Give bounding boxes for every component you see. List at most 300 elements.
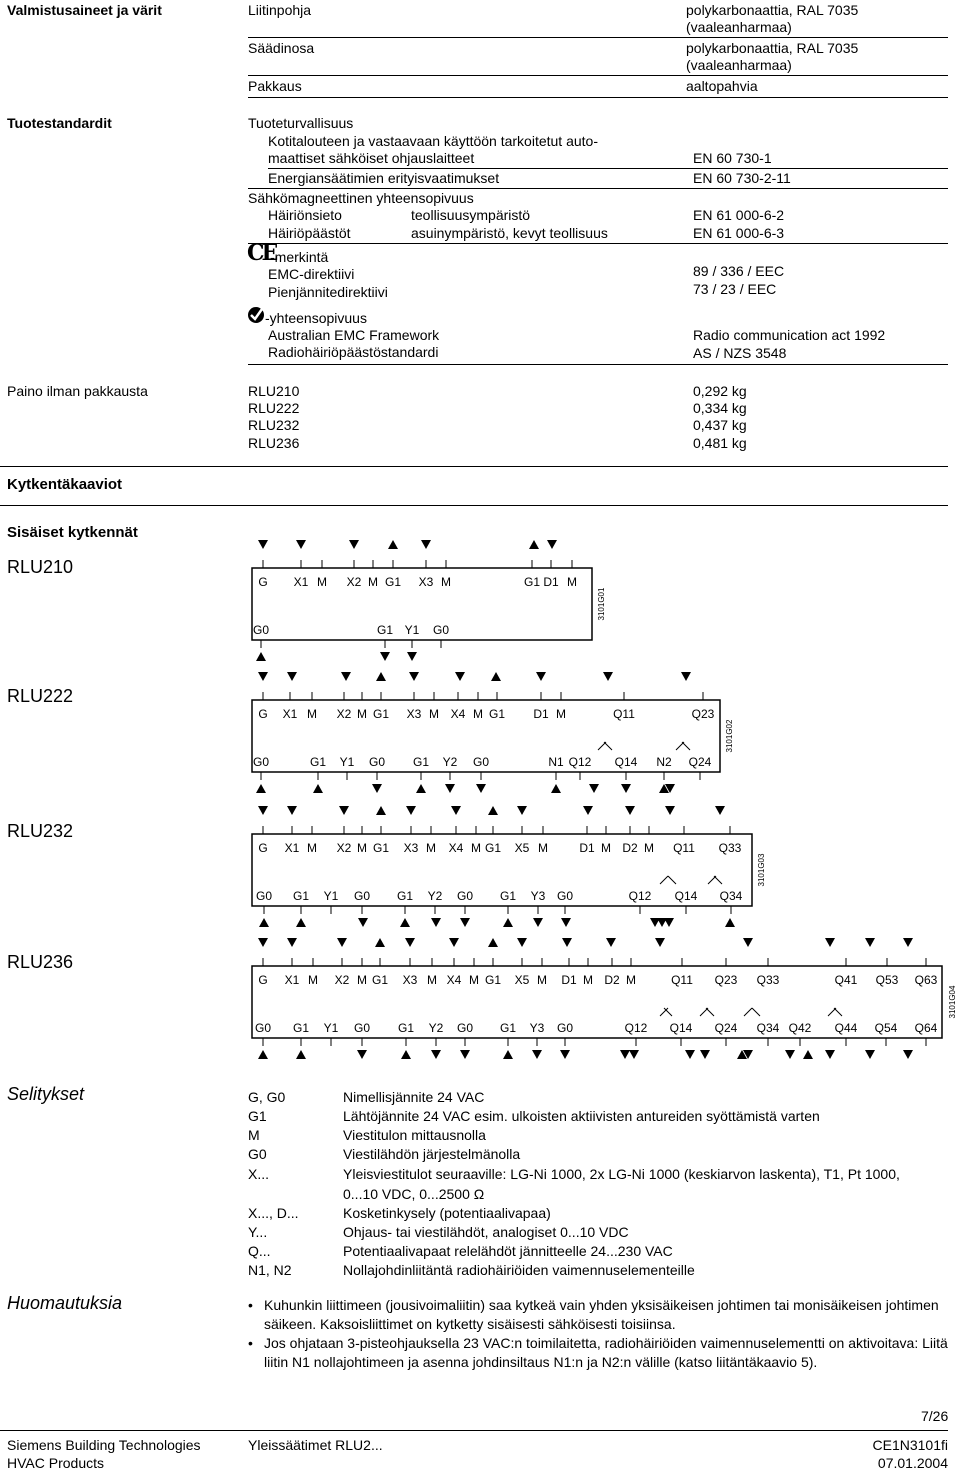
terminal-label: N1 xyxy=(548,755,564,769)
terminal-label: X2 xyxy=(336,841,352,855)
footer-division: HVAC Products xyxy=(7,1455,104,1471)
terminal-label: Q11 xyxy=(613,707,635,721)
arrow-down-icon xyxy=(339,806,349,815)
terminal-label: X1 xyxy=(293,575,309,589)
arrow-down-icon xyxy=(431,1050,441,1059)
arrow-up-icon xyxy=(259,918,269,927)
weight-value: 0,437 kg xyxy=(693,417,747,433)
arrow-down-icon xyxy=(825,938,835,947)
arrow-down-icon xyxy=(700,1050,710,1059)
terminal-label: D1 xyxy=(579,841,595,855)
terminal-label: M xyxy=(583,973,593,987)
terminal-label: X4 xyxy=(450,707,466,721)
legend-term: M xyxy=(248,1127,260,1143)
terminal-label: Q12 xyxy=(628,889,652,903)
note-item: • Jos ohjataan 3-pisteohjauksella 23 VAC:n toimilaitetta, radiohäiriöiden vaimennuselementti on aktivoitava: Liitä liitin N1 nollajohtimeen ja asenna johdinsiltaus N1:n ja N2:n välille (katso liitäntäkaavio 5). xyxy=(248,1334,948,1372)
terminal-label: M xyxy=(429,707,439,721)
materials-heading: Valmistusaineet ja värit xyxy=(7,2,162,18)
terminal-label: M xyxy=(368,575,378,589)
arrow-up-icon xyxy=(491,672,501,681)
notes-list xyxy=(248,1296,948,1372)
arrow-down-icon xyxy=(451,806,461,815)
arrow-down-icon xyxy=(621,784,631,793)
arrow-down-icon xyxy=(380,652,390,661)
lv-directive: Pienjännitedirektiivi xyxy=(268,284,388,300)
arrow-down-icon xyxy=(629,1050,639,1059)
arrow-down-icon xyxy=(349,540,359,549)
arrow-down-icon xyxy=(449,938,459,947)
arrow-down-icon xyxy=(358,918,368,927)
footer-company: Siemens Building Technologies xyxy=(7,1437,201,1453)
material-label-controller: Säädinosa xyxy=(248,40,315,56)
arrow-down-icon xyxy=(560,1050,570,1059)
divider xyxy=(248,243,948,244)
divider xyxy=(268,168,948,169)
section-divider xyxy=(0,505,948,506)
terminal-label: M xyxy=(626,973,636,987)
radio-std-label: Radiohäiriöpäästöstandardi xyxy=(268,344,439,360)
terminal-label: Q11 xyxy=(671,973,693,987)
ctick-label: -yhteensopivuus xyxy=(265,310,367,326)
arrow-down-icon xyxy=(405,938,415,947)
emission-env: asuinympäristö, kevyt teollisuus xyxy=(411,225,608,241)
emc-directive: EMC-direktiivi xyxy=(268,266,355,282)
terminal-label: G1 xyxy=(488,707,506,721)
relay-contact xyxy=(752,1008,760,1016)
terminal-label: Y1 xyxy=(339,755,355,769)
legend-desc: Potentiaalivapaat relelähdöt jännitteelle 24...230 VAC xyxy=(343,1243,673,1259)
legend-desc: Nollajohdinliitäntä radiohäiriöiden vaimennuselementeille xyxy=(343,1262,695,1278)
rlu236-label: RLU236 xyxy=(7,952,74,972)
terminal-label: Q63 xyxy=(914,973,938,987)
arrow-down-icon xyxy=(341,672,351,681)
terminal-label: D1 xyxy=(561,973,577,987)
arrow-down-icon xyxy=(561,918,571,927)
terminal-label: D2 xyxy=(604,973,620,987)
notes-heading: Huomautuksia xyxy=(7,1293,123,1313)
arrow-down-icon xyxy=(715,806,725,815)
arrow-up-icon xyxy=(400,918,410,927)
arrow-down-icon xyxy=(258,938,268,947)
legend-term: G, G0 xyxy=(248,1089,286,1105)
arrow-up-icon xyxy=(551,784,561,793)
emission-label: Häiriöpäästöt xyxy=(268,225,351,241)
terminal-label: Q34 xyxy=(719,889,743,903)
arrow-down-icon xyxy=(258,672,268,681)
terminal-label: Y2 xyxy=(442,755,458,769)
lv-directive-std: 73 / 23 / EEC xyxy=(693,281,777,297)
terminal-label: M xyxy=(556,707,566,721)
arrow-up-icon xyxy=(725,918,735,927)
terminal-label: X1 xyxy=(282,707,298,721)
energy-req: Energiansäätimien erityisvaatimukset xyxy=(268,170,500,186)
terminal-label: M xyxy=(567,575,577,589)
rlu232-wiring-diagram xyxy=(0,806,960,936)
relay-contact xyxy=(668,876,676,884)
relay-contact xyxy=(682,742,690,750)
arrow-down-icon xyxy=(533,918,543,927)
arrow-up-icon xyxy=(258,1050,268,1059)
terminal-label: X3 xyxy=(406,707,422,721)
arrow-up-icon xyxy=(529,540,539,549)
diagram-code: 3101G02 xyxy=(725,719,734,753)
arrow-down-icon xyxy=(337,938,347,947)
arrow-up-icon xyxy=(313,784,323,793)
terminal-label: Q14 xyxy=(669,1021,693,1035)
page-number: 7/26 xyxy=(921,1408,949,1424)
arrow-up-icon xyxy=(256,652,266,661)
legend-term: G0 xyxy=(248,1146,267,1162)
weight-model: RLU232 xyxy=(248,417,300,433)
arrow-down-icon xyxy=(547,540,557,549)
arrow-down-icon xyxy=(407,652,417,661)
terminal-label: Q33 xyxy=(718,841,742,855)
relay-contact xyxy=(834,1008,842,1016)
arrow-down-icon xyxy=(287,806,297,815)
aus-emc: Australian EMC Framework xyxy=(268,327,440,343)
arrow-down-icon xyxy=(685,1050,695,1059)
footer-title: Yleissäätimet RLU2... xyxy=(248,1437,383,1453)
arrow-down-icon xyxy=(620,1050,630,1059)
auto-controls-line1: Kotitalouteen ja vastaavaan käyttöön tarkoitetut auto- xyxy=(268,133,598,149)
arrow-down-icon xyxy=(865,938,875,947)
relay-contact xyxy=(744,1008,752,1016)
terminal-label: X4 xyxy=(448,841,464,855)
arrow-up-icon xyxy=(416,784,426,793)
terminal-label: M xyxy=(537,973,547,987)
arrow-down-icon xyxy=(258,806,268,815)
arrow-up-icon xyxy=(803,1050,813,1059)
terminal-label: G1 xyxy=(384,575,402,589)
terminal-label: Q23 xyxy=(691,707,715,721)
terminal-label: G1 xyxy=(397,1021,415,1035)
terminal-label: M xyxy=(427,973,437,987)
arrow-down-icon xyxy=(357,1050,367,1059)
arrow-down-icon xyxy=(258,540,268,549)
legend-desc: Yleisviestitulot seuraaville: LG-Ni 1000, 2x LG-Ni 1000 (keskiarvon laskenta), T1, Pt 1000, xyxy=(343,1166,900,1182)
terminal-label: Q11 xyxy=(673,841,695,855)
diagram-code: 3101G01 xyxy=(597,587,606,621)
terminal-label: G1 xyxy=(292,1021,310,1035)
terminal-label: Q14 xyxy=(674,889,698,903)
auto-controls-std: EN 60 730-1 xyxy=(693,150,772,166)
terminal-label: Q54 xyxy=(874,1021,898,1035)
terminal-label: Q41 xyxy=(834,973,858,987)
weight-model: RLU236 xyxy=(248,435,300,451)
terminal-label: G0 xyxy=(556,889,574,903)
arrow-down-icon xyxy=(681,672,691,681)
aus-emc-std: Radio communication act 1992 xyxy=(693,327,886,343)
ce-mark-icon: CE xyxy=(247,240,276,266)
radio-std: AS / NZS 3548 xyxy=(693,345,787,361)
terminal-label: D1 xyxy=(533,707,549,721)
diagram-code: 3101G04 xyxy=(948,985,957,1019)
terminal-label: X4 xyxy=(446,973,462,987)
legend-desc: Ohjaus- tai viestilähdöt, analogiset 0...10 VDC xyxy=(343,1224,629,1240)
section-divider xyxy=(0,466,948,467)
arrow-down-icon xyxy=(603,672,613,681)
legend-desc: 0...10 VDC, 0...2500 Ω xyxy=(343,1186,485,1202)
terminal-label: G1 xyxy=(499,889,517,903)
weight-value: 0,292 kg xyxy=(693,383,747,399)
terminal-label: Y1 xyxy=(323,1021,339,1035)
weight-value: 0,481 kg xyxy=(693,435,747,451)
arrow-down-icon xyxy=(517,806,527,815)
terminal-label: G1 xyxy=(523,575,541,589)
energy-std: EN 60 730-2-11 xyxy=(693,170,791,186)
divider xyxy=(248,75,948,76)
legend-desc: Viestitulon mittausnolla xyxy=(343,1127,486,1143)
material-label-packaging: Pakkaus xyxy=(248,78,302,94)
relay-contact xyxy=(660,876,668,884)
terminal-label: G1 xyxy=(376,623,394,637)
arrow-down-icon xyxy=(589,784,599,793)
arrow-down-icon xyxy=(460,1050,470,1059)
terminal-label: M xyxy=(473,707,483,721)
legend-term: Q... xyxy=(248,1243,271,1259)
relay-contact xyxy=(660,1008,668,1016)
note-item: • Kuhunkin liittimeen (jousivoimaliitin) saa kytkeä vain yhden yksisäikeisen johtimen tai monisäikeisen johtimen säikeen. Kaksoisliittimet on kytketty sisäisesti sähköisesti toisiinsa. xyxy=(248,1296,948,1334)
legend-heading: Selitykset xyxy=(7,1084,85,1104)
ce-label: -merkintä xyxy=(270,249,329,265)
arrow-up-icon xyxy=(488,806,498,815)
auto-controls-line2: maattiset sähköiset ohjauslaitteet xyxy=(268,150,475,166)
terminal-label: X2 xyxy=(334,973,350,987)
terminal-label: G1 xyxy=(484,841,502,855)
arrow-down-icon xyxy=(655,938,665,947)
terminal-label: M xyxy=(357,973,367,987)
terminal-label: G0 xyxy=(472,755,490,769)
arrow-down-icon xyxy=(903,938,913,947)
arrow-down-icon xyxy=(287,938,297,947)
terminal-label: Y1 xyxy=(323,889,339,903)
terminal-label: Q24 xyxy=(688,755,712,769)
legend-term: Y... xyxy=(248,1224,268,1240)
rlu232-label: RLU232 xyxy=(7,821,74,841)
terminal-label: G xyxy=(258,841,268,855)
arrow-down-icon xyxy=(431,918,441,927)
terminal-label: G xyxy=(258,575,268,589)
divider xyxy=(248,364,948,365)
immunity-label: Häiriönsieto xyxy=(268,207,342,223)
arrow-down-icon xyxy=(785,1050,795,1059)
terminal-label: M xyxy=(317,575,327,589)
emission-std: EN 61 000-6-3 xyxy=(693,225,785,241)
arrow-down-icon xyxy=(409,672,419,681)
immunity-env: teollisuusympäristö xyxy=(411,207,531,223)
legend-desc: Kosketinkysely (potentiaalivapaa) xyxy=(343,1205,551,1221)
arrow-down-icon xyxy=(421,540,431,549)
terminal-label: N2 xyxy=(656,755,672,769)
terminal-label: X2 xyxy=(346,575,362,589)
terminal-label: X3 xyxy=(418,575,434,589)
terminal-label: G1 xyxy=(371,973,389,987)
terminal-label: X1 xyxy=(284,973,300,987)
terminal-label: X1 xyxy=(284,841,300,855)
c-tick-icon xyxy=(247,306,267,326)
terminal-label: M xyxy=(538,841,548,855)
arrow-down-icon xyxy=(406,806,416,815)
terminal-label: Q44 xyxy=(834,1021,858,1035)
terminal-label: Q12 xyxy=(568,755,592,769)
emc-title: Sähkömagneettinen yhteensopivuus xyxy=(248,190,474,206)
terminal-label: M xyxy=(307,841,317,855)
arrow-down-icon xyxy=(517,938,527,947)
arrow-down-icon xyxy=(606,938,616,947)
footer-date: 07.01.2004 xyxy=(877,1455,948,1471)
arrow-down-icon xyxy=(903,1050,913,1059)
arrow-down-icon xyxy=(865,1050,875,1059)
relay-contact xyxy=(714,876,722,884)
terminal-label: G1 xyxy=(292,889,310,903)
standards-heading: Tuotestandardit xyxy=(7,115,112,131)
emc-directive-std: 89 / 336 / EEC xyxy=(693,263,785,279)
terminal-label: Q24 xyxy=(714,1021,738,1035)
terminal-label: G0 xyxy=(556,1021,574,1035)
legend-term: G1 xyxy=(248,1108,267,1124)
terminal-label: M xyxy=(469,973,479,987)
terminal-label: G1 xyxy=(484,973,502,987)
legend-desc: Lähtöjännite 24 VAC esim. ulkoisten aktiivisten antureiden syöttämistä varten xyxy=(343,1108,820,1124)
terminal-label: Q53 xyxy=(875,973,899,987)
material-value-base: polykarbonaattia, RAL 7035 xyxy=(686,2,859,18)
arrow-up-icon xyxy=(376,672,386,681)
terminal-label: X5 xyxy=(514,841,530,855)
rlu222-label: RLU222 xyxy=(7,686,74,706)
terminal-label: M xyxy=(644,841,654,855)
arrow-down-icon xyxy=(536,672,546,681)
terminal-label: Y3 xyxy=(529,1021,545,1035)
terminal-label: G0 xyxy=(255,889,273,903)
terminal-label: X3 xyxy=(402,973,418,987)
product-safety-title: Tuoteturvallisuus xyxy=(248,115,354,131)
diagrams-subheading: Sisäiset kytkennät xyxy=(7,524,138,541)
arrow-down-icon xyxy=(743,938,753,947)
immunity-std: EN 61 000-6-2 xyxy=(693,207,785,223)
arrow-up-icon xyxy=(256,784,266,793)
material-value-controller: polykarbonaattia, RAL 7035 xyxy=(686,40,859,56)
arrow-down-icon xyxy=(825,1050,835,1059)
divider xyxy=(248,97,948,98)
terminal-label: Q33 xyxy=(756,973,780,987)
arrow-up-icon xyxy=(388,540,398,549)
legend-term: X..., D... xyxy=(248,1205,299,1221)
terminal-label: M xyxy=(307,707,317,721)
arrow-down-icon xyxy=(460,918,470,927)
terminal-label: D1 xyxy=(543,575,559,589)
terminal-label: M xyxy=(426,841,436,855)
arrow-up-icon xyxy=(488,938,498,947)
terminal-label: G0 xyxy=(254,1021,272,1035)
arrow-up-icon xyxy=(401,1050,411,1059)
terminal-label: Q23 xyxy=(714,973,738,987)
weight-model: RLU210 xyxy=(248,383,300,399)
terminal-label: M xyxy=(308,973,318,987)
relay-contact xyxy=(664,1008,672,1016)
divider xyxy=(248,188,948,189)
terminal-label: G1 xyxy=(412,755,430,769)
arrow-down-icon xyxy=(664,918,674,927)
arrow-down-icon xyxy=(532,1050,542,1059)
legend-term: X... xyxy=(248,1166,270,1182)
arrow-down-icon xyxy=(445,784,455,793)
material-label-base: Liitinpohja xyxy=(248,2,312,18)
terminal-label: Y2 xyxy=(427,889,443,903)
relay-contact xyxy=(604,742,612,750)
divider xyxy=(248,37,948,38)
terminal-label: Q34 xyxy=(756,1021,780,1035)
terminal-label: M xyxy=(601,841,611,855)
legend-desc: Nimellisjännite 24 VAC xyxy=(343,1089,485,1105)
arrow-down-icon xyxy=(562,938,572,947)
material-value-packaging: aaltopahvia xyxy=(686,78,758,94)
terminal-label: M xyxy=(471,841,481,855)
terminal-label: X5 xyxy=(514,973,530,987)
weight-value: 0,334 kg xyxy=(693,400,747,416)
relay-contact xyxy=(706,1008,714,1016)
legend-term: N1, N2 xyxy=(248,1262,292,1278)
terminal-label: G1 xyxy=(499,1021,517,1035)
terminal-label: G1 xyxy=(372,841,390,855)
rlu210-label: RLU210 xyxy=(7,557,74,577)
arrow-down-icon xyxy=(287,672,297,681)
terminal-label: G xyxy=(258,707,268,721)
terminal-label: G0 xyxy=(252,755,270,769)
arrow-down-icon xyxy=(625,806,635,815)
terminal-label: G0 xyxy=(456,1021,474,1035)
terminal-label: Y3 xyxy=(530,889,546,903)
arrow-down-icon xyxy=(296,540,306,549)
terminal-label: G0 xyxy=(456,889,474,903)
terminal-label: M xyxy=(441,575,451,589)
terminal-label: Q14 xyxy=(614,755,638,769)
arrow-down-icon xyxy=(583,806,593,815)
diagrams-heading: Kytkentäkaaviot xyxy=(7,476,123,493)
rlu210-wiring-diagram xyxy=(0,540,960,665)
weight-model: RLU222 xyxy=(248,400,300,416)
weight-heading: Paino ilman pakkausta xyxy=(7,383,148,399)
arrow-up-icon xyxy=(376,806,386,815)
terminal-label: Y1 xyxy=(404,623,420,637)
arrow-up-icon xyxy=(375,938,385,947)
terminal-label: G0 xyxy=(252,623,270,637)
arrow-down-icon xyxy=(476,784,486,793)
arrow-up-icon xyxy=(503,918,513,927)
terminal-label: G1 xyxy=(309,755,327,769)
terminal-label: G0 xyxy=(432,623,450,637)
material-color-controller: (vaaleanharmaa) xyxy=(686,57,792,73)
diagram-code: 3101G03 xyxy=(757,853,766,887)
terminal-label: Q64 xyxy=(914,1021,938,1035)
material-color-base: (vaaleanharmaa) xyxy=(686,19,792,35)
terminal-label: D2 xyxy=(622,841,638,855)
arrow-up-icon xyxy=(296,1050,306,1059)
terminal-label: X2 xyxy=(336,707,352,721)
footer-divider xyxy=(0,1430,948,1431)
arrow-down-icon xyxy=(665,806,675,815)
terminal-label: X3 xyxy=(403,841,419,855)
arrow-down-icon xyxy=(372,784,382,793)
arrow-up-icon xyxy=(296,918,306,927)
arrow-up-icon xyxy=(503,1050,513,1059)
terminal-label: Y2 xyxy=(428,1021,444,1035)
terminal-label: G0 xyxy=(353,1021,371,1035)
rlu222-wiring-diagram xyxy=(0,672,960,802)
terminal-label: G1 xyxy=(396,889,414,903)
terminal-label: G1 xyxy=(372,707,390,721)
terminal-label: M xyxy=(357,841,367,855)
terminal-label: G xyxy=(258,973,268,987)
